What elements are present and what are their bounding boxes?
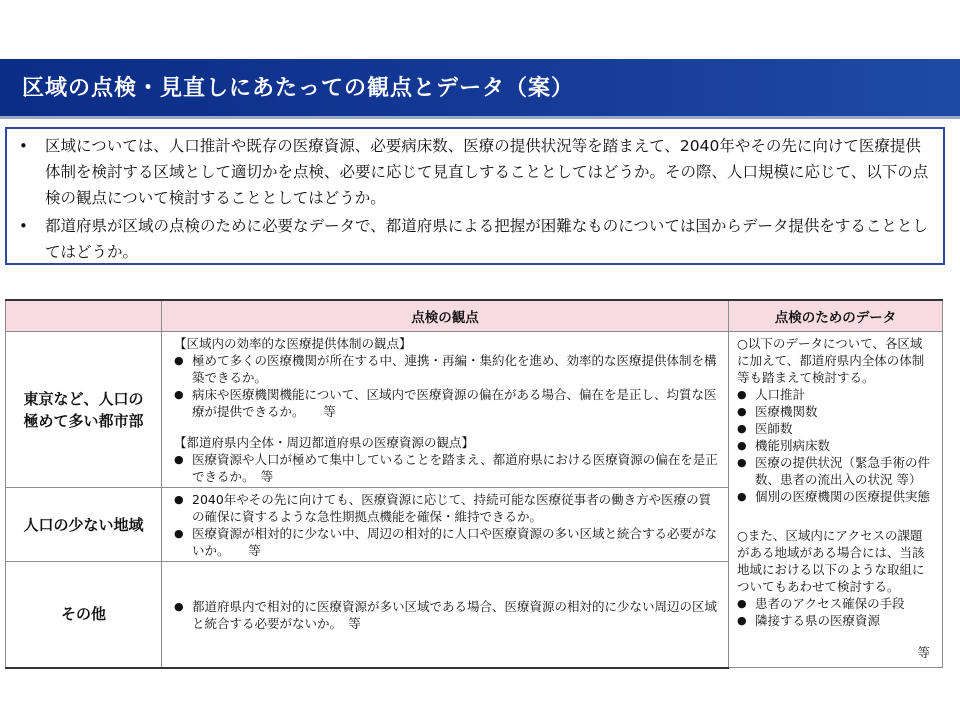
header-blank — [6, 300, 162, 332]
region-low-population: 人口の少ない地域 — [6, 488, 162, 562]
header-data: 点検のためのデータ — [729, 300, 943, 332]
page-title: 区域の点検・見直しにあたっての観点とデータ（案） — [22, 76, 575, 101]
table-row — [6, 332, 943, 488]
data-item: ● 隣接する県の医療資源 — [737, 612, 934, 629]
summary-item: • 都道府県が区域の点検のために必要なデータで、都道府県による把握が困難なものについては国からデータ提供をすることとしてはどうか。 — [15, 213, 935, 265]
viewpoint-other — [162, 562, 729, 668]
group-title: 【都道府県内全体・周辺都道府県の医療資源の観点】 — [174, 435, 475, 450]
data-item: ● 個別の医療機関の医療提供実態 — [737, 488, 934, 505]
review-table — [5, 299, 943, 669]
viewpoint-bullet: ● 医療資源や人口が極めて集中していることを踏まえ、都道府県における医療資源の偏在を是正できるか。 等 — [174, 451, 722, 485]
data-column — [729, 332, 943, 668]
viewpoint-low-population — [162, 488, 729, 562]
summary-list — [7, 129, 943, 265]
viewpoint-bullet: ● 都道府県内で相対的に医療資源が多い区域である場合、医療資源の相対的に少ない周辺の区域と統合する必要がないか。 等 — [174, 598, 722, 632]
data-item: ● 患者のアクセス確保の手段 — [737, 595, 934, 612]
title-bar — [0, 59, 960, 117]
region-label-line: 東京など、人口の — [23, 389, 144, 408]
group-title: 【区域内の効率的な医療提供体制の観点】 — [174, 336, 412, 351]
data-item: ● 医師数 — [737, 420, 934, 437]
summary-box — [5, 127, 945, 265]
summary-item: • 区域については、人口推計や既存の医療資源、必要病床数、医療の提供状況等を踏まえて、2040年やその先に向けて医療提供体制を検討する区域として適切かを点検、必要に応じて見直しすることとしてはどうか。その際、人口規模に応じて、以下の点検の観点について検討することとしてはどうか。 — [15, 133, 935, 211]
viewpoint-bullet: ● 極めて多くの医療機関が所在する中、連携・再編・集約化を進め、効率的な医療提供体制を構築できるか。 — [174, 352, 722, 386]
data-etc: 等 — [917, 645, 930, 660]
header-viewpoint: 点検の観点 — [162, 300, 729, 332]
data-item: ● 医療の提供状況（緊急手術の件数、患者の流出入の状況 等） — [737, 454, 934, 488]
viewpoint-bullet: ● 医療資源が相対的に少ない中、周辺の相対的に人口や医療資源の多い区域と統合する必要がないか。 等 — [174, 525, 722, 559]
region-label-line: 極めて多い都市部 — [23, 411, 144, 430]
data-intro: ○また、区域内にアクセスの課題がある地域がある場合には、当該地域における以下のような取組についてもあわせて検討する。 — [737, 528, 925, 594]
title-divider — [0, 116, 960, 119]
viewpoint-urban — [162, 332, 729, 488]
viewpoint-bullet: ● 病床や医療機関機能について、区域内で医療資源の偏在がある場合、偏在を是正し、均質な医療が提供できるか。 等 — [174, 386, 722, 420]
viewpoint-bullet: ● 2040年やその先に向けても、医療資源に応じて、持続可能な医療従事者の働き方や医療の質の確保に資するような急性期拠点機能を確保・維持できるか。 — [174, 491, 722, 525]
data-item: ● 人口推計 — [737, 386, 934, 403]
data-item: ● 医療機関数 — [737, 403, 934, 420]
region-other: その他 — [6, 562, 162, 668]
data-intro: ○以下のデータについて、各区域に加えて、都道府県内全体の体制等も踏まえて検討する。 — [737, 336, 925, 385]
data-item: ● 機能別病床数 — [737, 437, 934, 454]
table-header-row — [6, 300, 943, 332]
region-urban — [6, 332, 162, 488]
